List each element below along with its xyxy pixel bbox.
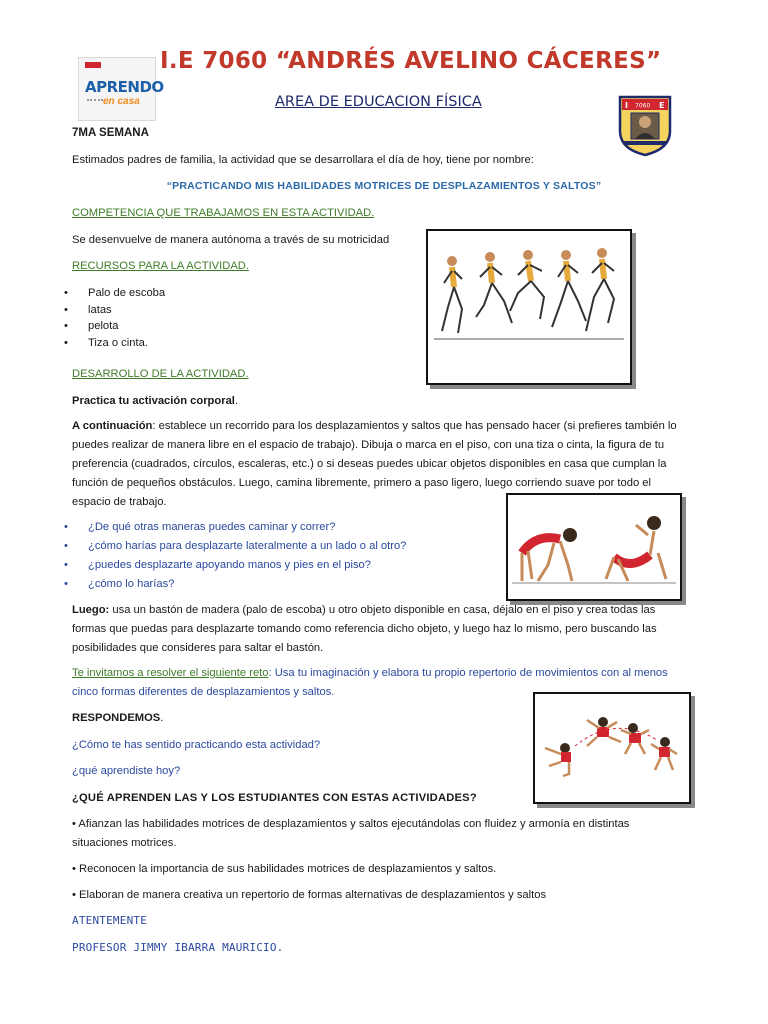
crawling-illustration: [508, 495, 680, 599]
aprenden-bullet-2: • Reconocen la importancia de sus habilidades motrices de desplazamientos y saltos.: [72, 863, 497, 875]
logo-text: APRENDO: [85, 78, 164, 96]
school-crest-icon: [616, 93, 674, 157]
week-label: 7MA SEMANA: [72, 127, 149, 139]
continuacion-line-1: [72, 417, 677, 436]
list-item: • ¿puedes desplazarte apoyando manos y pies en el piso?: [64, 556, 406, 575]
aprenden-bullet-1-line-2: situaciones motrices.: [72, 837, 177, 849]
continuacion-line-3: preferencia (cuadrados, círculos, escaleras, etc.) o si deseas puedes ubicar objetos disponibles en casa que cumplan la: [72, 458, 667, 470]
aprenden-heading: ¿QUÉ APRENDEN LAS Y LOS ESTUDIANTES CON ESTAS ACTIVIDADES?: [72, 792, 477, 804]
questions-list: [64, 518, 406, 594]
aprenden-bullet-1-line-1: • Afianzan las habilidades motrices de desplazamientos y saltos ejecutándolas con fluidez y armonía en distintas: [72, 818, 630, 830]
aprendo-en-casa-logo: [78, 57, 164, 121]
list-item: • ¿De qué otras maneras puedes caminar y correr?: [64, 518, 406, 537]
activation-bold: Practica tu activación corporal: [72, 395, 235, 407]
reto-line-2: cinco formas diferentes de desplazamientos y saltos.: [72, 686, 335, 698]
desarrollo-heading: DESARROLLO DE LA ACTIVIDAD.: [72, 368, 249, 380]
jumping-illustration: [535, 694, 689, 802]
area-subtitle: AREA DE EDUCACION FÍSICA: [275, 94, 482, 110]
continuacion-label: A continuación: [72, 420, 153, 432]
list-item: • Tiza o cinta.: [64, 335, 165, 352]
crest-letter-right: E: [659, 101, 665, 110]
competencia-text: Se desenvuelve de manera autónoma a través de su motricidad: [72, 234, 390, 246]
school-title: I.E 7060 “ANDRÉS AVELINO CÁCERES”: [160, 48, 662, 74]
logo-dots: [87, 99, 103, 104]
peru-flag-icon: [85, 62, 101, 68]
intro-text: Estimados padres de familia, la actividad que se desarrollara el día de hoy, tiene por nombre:: [72, 154, 534, 166]
continuacion-line-4: función de pequeños obstáculos. Luego, camina libremente, primero a paso ligero, luego corriendo suave por todo el: [72, 477, 652, 489]
activity-title: “PRACTICANDO MIS HABILIDADES MOTRICES DE DESPLAZAMIENTOS Y SALTOS”: [166, 180, 602, 192]
reto-link[interactable]: Te invitamos a resolver el siguiente reto: [72, 667, 269, 679]
recursos-list: [64, 285, 165, 351]
list-item: • ¿cómo harías para desplazarte lateralmente a un lado o al otro?: [64, 537, 406, 556]
closing-text: ATENTEMENTE: [72, 914, 148, 927]
respondemos-heading: [72, 709, 163, 728]
continuacion-line-2: puedes realizar de manera libre en el espacio de trabajo). Dibuja o marca en el piso, con una tiza o cinta, la figura de tu: [72, 439, 665, 451]
activation-line: [72, 392, 238, 411]
teacher-signature: PROFESOR JIMMY IBARRA MAURICIO.: [72, 941, 284, 954]
running-sequence-image: [426, 229, 632, 385]
respondemos-end: .: [160, 712, 164, 724]
activation-end: .: [234, 395, 239, 407]
list-item: • Palo de escoba: [64, 285, 165, 302]
respondemos-label: RESPONDEMOS: [72, 712, 161, 724]
list-item: • pelota: [64, 318, 165, 335]
respondemos-question-1: ¿Cómo te has sentido practicando esta actividad?: [72, 739, 321, 751]
crest-letter-left: I: [625, 101, 628, 110]
respondemos-question-2: ¿qué aprendiste hoy?: [72, 765, 181, 777]
continuacion-line-5: espacio de trabajo.: [72, 496, 167, 508]
recursos-heading: RECURSOS PARA LA ACTIVIDAD.: [72, 260, 249, 272]
aprenden-bullet-3: • Elaboran de manera creativa un repertorio de formas alternativas de desplazamientos y saltos: [72, 889, 547, 901]
luego-line-1: [72, 601, 655, 620]
logo-subtext: en casa: [103, 96, 140, 107]
continuacion-text-1: : establece un recorrido para los desplazamientos y saltos que has pensado hacer (si prefieres también lo: [152, 420, 677, 432]
luego-line-2: formas que puedas para desplazarte tomando como referencia dicho objeto, y luego haz lo mismo, pero buscando las: [72, 623, 657, 635]
crawling-figures-image: [506, 493, 682, 601]
crest-number: 7060: [635, 102, 651, 110]
jumping-sequence-image: [533, 692, 691, 804]
luego-line-3: posibilidades que consideres para saltar el bastón.: [72, 642, 324, 654]
luego-text-1: usa un bastón de madera (palo de escoba) u otro objeto disponible en casa, déjalo en el piso y crea todas las: [109, 604, 656, 616]
reto-text-1: : Usa tu imaginación y elabora tu propio repertorio de movimientos con al menos: [268, 667, 668, 679]
luego-label: Luego:: [72, 604, 110, 616]
list-item: • latas: [64, 302, 165, 319]
running-figures-illustration: [428, 231, 630, 383]
reto-line-1: [72, 664, 668, 683]
list-item: • ¿cómo lo harías?: [64, 575, 406, 594]
competencia-heading: COMPETENCIA QUE TRABAJAMOS EN ESTA ACTIVIDAD.: [72, 207, 375, 219]
